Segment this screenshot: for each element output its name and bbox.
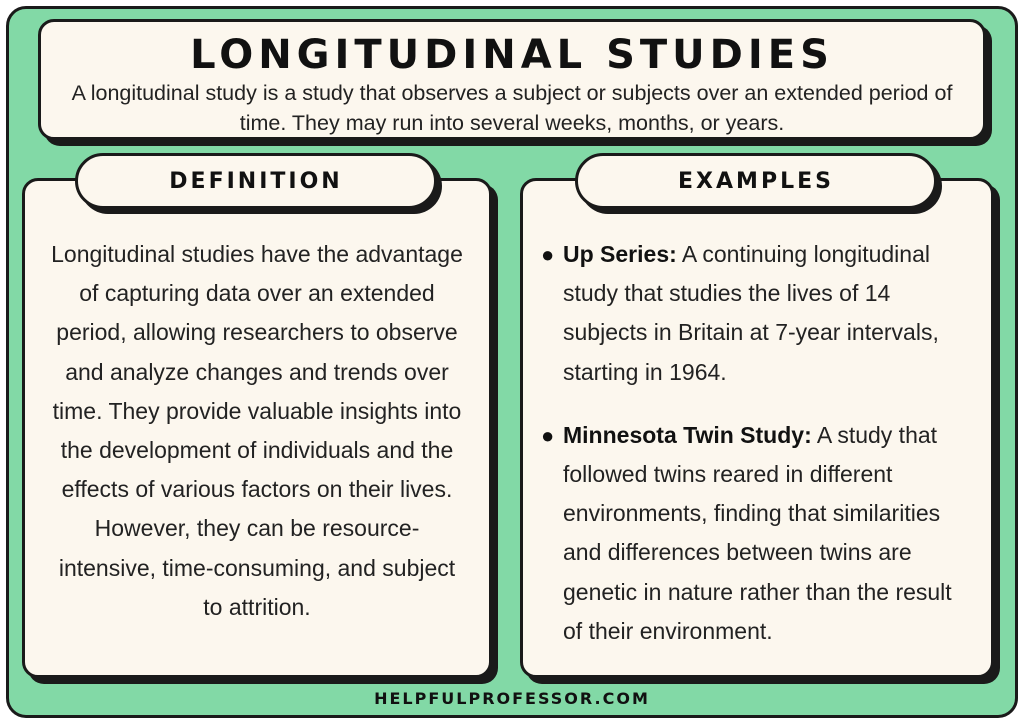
example-name: Up Series: (563, 241, 677, 267)
example-item (539, 416, 977, 651)
page-subtitle: A longitudinal study is a study that observes a subject or subjects over an extended period of time. They may run into several weeks, months, or years. (71, 81, 953, 135)
footer-site: HELPFULPROFESSOR.COM (374, 689, 650, 708)
examples-heading: EXAMPLES (575, 153, 937, 209)
example-text: A continuing longitudinal study that studies the lives of 14 subjects in Britain at 7-year intervals, starting in 1964. (563, 241, 939, 385)
example-item (539, 235, 977, 392)
page-title: LONGITUDINAL STUDIES (190, 32, 834, 78)
bullet-icon: ● (541, 422, 555, 448)
header-card (38, 19, 986, 140)
bullet-icon: ● (541, 242, 555, 267)
definition-text: Longitudinal studies have the advantage of capturing data over an extended period, allowing researchers to observe and analyze changes and trends over time. They provide valuable insights into the development of individuals and the effects of various factors on their lives. However, they can be resource-intensive, time-consuming, and subject to attrition. (51, 241, 463, 620)
definition-panel (22, 178, 492, 678)
example-name: Minnesota Twin Study: (563, 421, 812, 448)
examples-panel (520, 178, 994, 678)
definition-heading: DEFINITION (75, 153, 437, 209)
example-text: A study that followed twins reared in different environments, finding that similarities and differences between twins are genetic in nature rather than the result of their environment. (563, 421, 952, 644)
examples-list (539, 235, 977, 651)
